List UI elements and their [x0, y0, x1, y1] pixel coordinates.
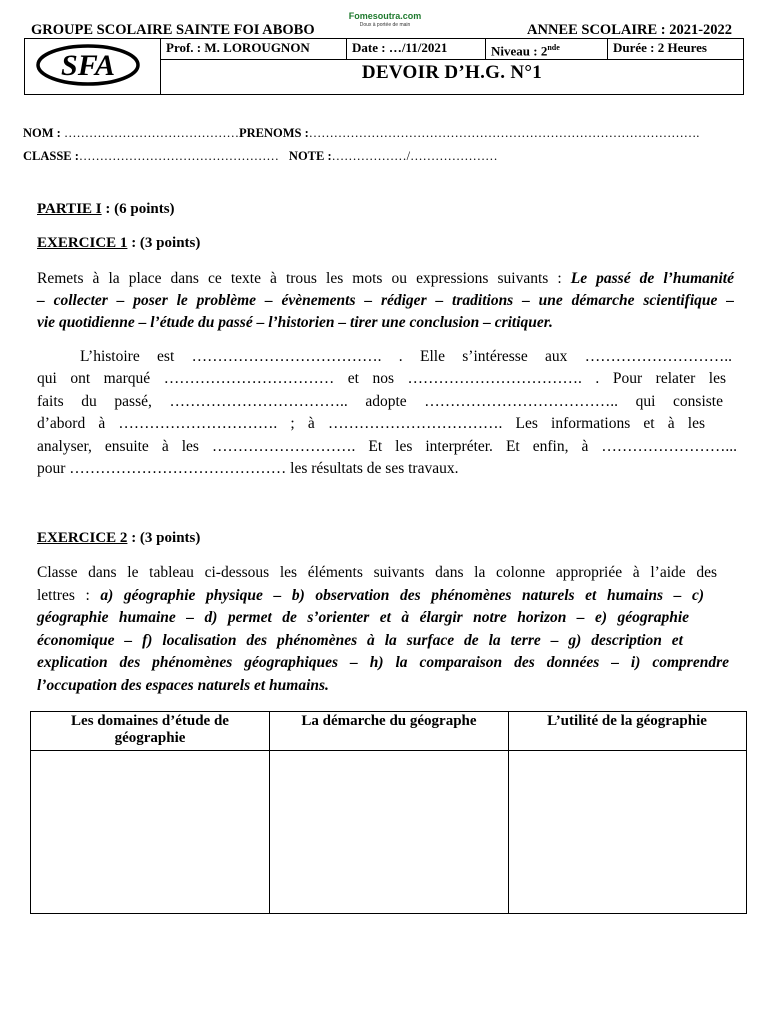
- table-header-domaines: Les domaines d’étude de géographie: [71, 713, 229, 746]
- watermark-logo: [343, 11, 427, 33]
- table-header-demarche: La démarche du géographe: [301, 713, 477, 729]
- instruction-words: vie quotidienne – l’étude du passé – l’historien – tirer une conclusion – critiquer.: [37, 314, 553, 331]
- instruction-words: économique – f) localisation des phénomènes à la surface de la terre – g) description et: [37, 632, 683, 649]
- partie1-points: : (6 points): [101, 201, 175, 217]
- table-divider: [508, 712, 509, 913]
- devoir-title: DEVOIR D’H.G. N°1: [361, 62, 543, 83]
- prof-cell: Prof. : M. LOROUGNON: [161, 38, 347, 59]
- exercice1-instruction-line: [37, 292, 734, 310]
- table-divider: [269, 712, 270, 913]
- nom-line: [23, 126, 699, 141]
- exercice1-heading: [37, 235, 200, 252]
- note-label: NOTE :: [288, 149, 332, 163]
- exercice2-instruction-line: [37, 654, 729, 672]
- partie1-heading: [37, 201, 175, 218]
- nom-label: NOM :: [23, 126, 61, 140]
- watermark-tagline: Doux à portée de main: [359, 22, 411, 28]
- exercice1-text-line: qui ont marqué …………………………… et nos ……………………………. . Pour relater les: [37, 370, 726, 387]
- exercice1-text-line: analyser, ensuite à les ………………………. Et les interpréter. Et enfin, à ……………………...: [37, 438, 737, 455]
- classe-label: CLASSE :: [23, 149, 79, 163]
- date-cell: Date : …/11/2021: [347, 38, 486, 59]
- exercice2-instruction-line: [37, 677, 329, 695]
- exercice2-label: EXERCICE 2: [37, 530, 128, 546]
- exercice1-points: : (3 points): [127, 235, 201, 251]
- prenoms-field[interactable]: ………………………………………………………………………………….: [308, 126, 700, 140]
- exercice2-points: : (3 points): [127, 530, 201, 546]
- exercice1-instruction-line: [37, 314, 553, 332]
- instruction-words: a) géographie physique – b) observation des phénomènes naturels et humains – c): [100, 587, 704, 604]
- niveau-sup: nde: [547, 43, 560, 52]
- exercice2-instruction-line: [37, 587, 704, 605]
- school-name: GROUPE SCOLAIRE SAINTE FOI ABOBO: [31, 22, 315, 38]
- school-logo-mark: [24, 38, 160, 94]
- watermark-brand: Fomesoutra.com: [348, 11, 422, 21]
- instruction-words: l’occupation des espaces naturels et humains.: [37, 677, 329, 694]
- exercice2-instruction-line: [37, 609, 689, 627]
- table-header-utilite: L’utilité de la géographie: [547, 713, 707, 729]
- exercice1-text-line: pour …………………………………… les résultats de ses travaux.: [37, 460, 459, 477]
- instruction-words: – collecter – poser le problème – évènements – rédiger – traditions – une démarche scientifique –: [37, 292, 734, 309]
- exercice2-instruction-line: Classe dans le tableau ci-dessous les éléments suivants dans la colonne appropriée à l’aide des: [37, 564, 717, 581]
- partie1-label: PARTIE I: [37, 201, 102, 217]
- info-row: [161, 38, 743, 60]
- exercice1-text-line: d’abord à …………………………. ; à ……………………………. Les informations et à les: [37, 415, 705, 432]
- instruction-words: géographie humaine – d) permet de s’orienter et à élargir notre horizon – e) géographie: [37, 609, 689, 626]
- exercice2-heading: [37, 530, 200, 547]
- table-cell-utilite[interactable]: [511, 752, 744, 912]
- exercice1-label: EXERCICE 1: [37, 235, 128, 251]
- niveau-label: Niveau : 2: [491, 43, 548, 59]
- nom-field[interactable]: ……………………………………: [60, 126, 239, 140]
- niveau-cell: [486, 38, 608, 59]
- instruction-text: Remets à la place dans ce texte à trous les mots ou expressions suivants :: [37, 270, 571, 287]
- duree-cell: Durée : 2 Heures: [613, 40, 707, 55]
- exercice1-instruction-line: [37, 270, 734, 288]
- exercice2-instruction-line: [37, 632, 683, 650]
- instruction-words: explication des phénomènes géographiques – h) la comparaison des données – i) comprendre: [37, 654, 729, 671]
- exercice1-text-line: L’histoire est ………………………………. . Elle s’intéresse aux ………………………..: [80, 348, 732, 365]
- note-field[interactable]: ………………/…………………: [331, 149, 498, 163]
- table-header-rule: [31, 750, 746, 751]
- instruction-text: lettres :: [37, 587, 101, 604]
- table-cell-domaines[interactable]: [33, 752, 267, 912]
- school-year: ANNEE SCOLAIRE : 2021-2022: [527, 22, 733, 38]
- classification-table: [30, 711, 747, 914]
- classe-field[interactable]: …………………………………………: [78, 149, 279, 163]
- school-logo: [24, 38, 161, 95]
- exercice1-text-line: faits du passé, …………………………….. adopte ……………………………….. qui consiste: [37, 393, 723, 410]
- classe-line: [23, 149, 498, 164]
- prenoms-label: PRENOMS :: [238, 126, 309, 140]
- table-cell-demarche[interactable]: [272, 752, 506, 912]
- logo-letters: SFA: [61, 49, 115, 82]
- instruction-words: Le passé de l’humanité: [570, 270, 734, 287]
